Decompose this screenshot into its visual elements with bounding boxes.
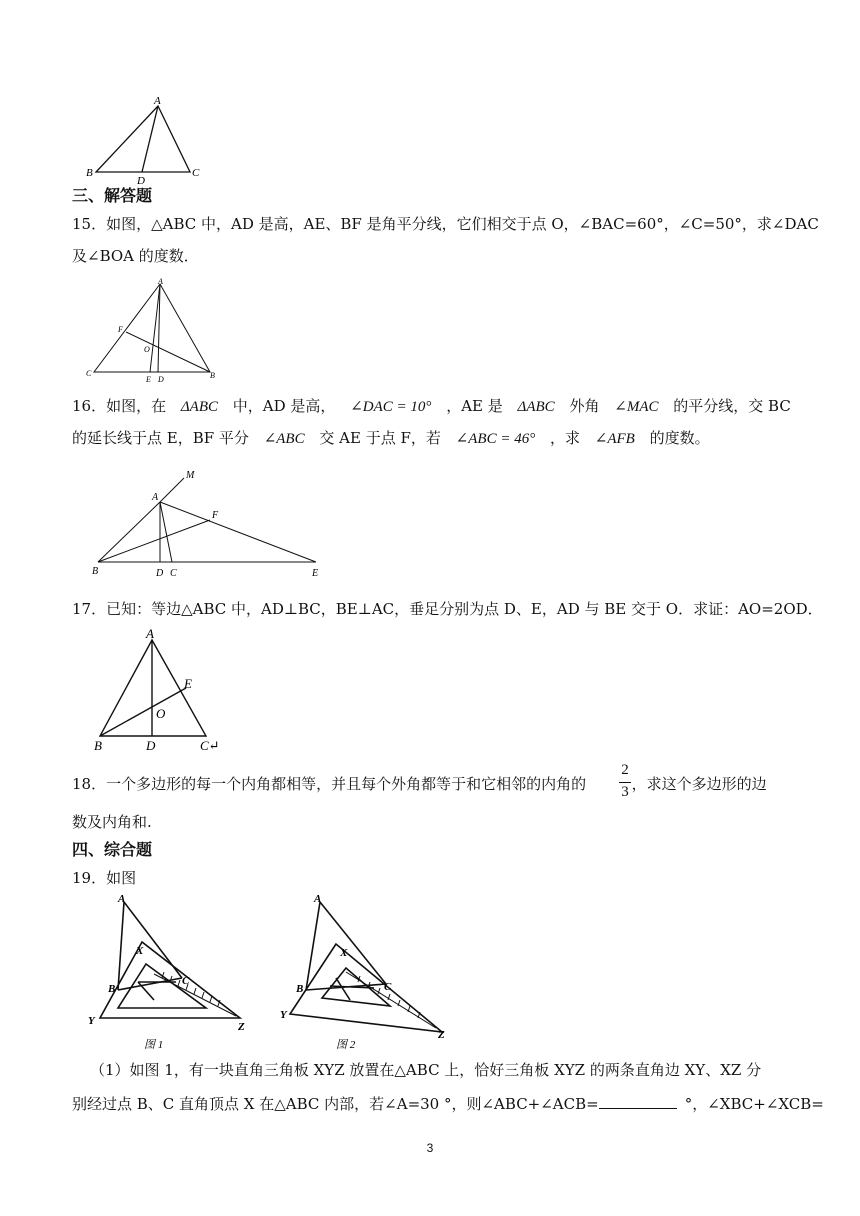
label-d: D: [137, 175, 145, 184]
q16-text-a3: ，AE 是: [446, 397, 503, 415]
figure-q16: [88, 466, 328, 582]
fig1-label-x: X: [136, 945, 144, 957]
q15-line2: 及∠BOA 的度数．: [72, 247, 199, 265]
q16-text-b3: ，求: [549, 429, 580, 447]
label-d: D: [158, 375, 164, 384]
label-c: C↵: [200, 738, 220, 753]
fig1-label-y: Y: [88, 1015, 95, 1027]
q16-math-triangle-abc: ΔABC: [180, 399, 219, 415]
q19-text-p2a: 别经过点 B、C 直角顶点 X 在△ABC 内部，若∠A=30 °，则∠ABC+∠ACB=: [72, 1095, 599, 1113]
q18-text-b: ，求这个多边形的边: [631, 775, 767, 793]
label-c: C: [192, 167, 200, 179]
q18-fraction-denominator: 3: [621, 784, 629, 800]
q16-text-b2: 交 AE 于点 F，若: [319, 429, 441, 447]
label-m: M: [186, 470, 195, 481]
q19-text-p2b: °，∠XBC+∠XCB=: [684, 1095, 824, 1113]
q18-line1: [72, 774, 792, 794]
fig1-caption: 图 1: [144, 1039, 164, 1051]
label-d: D: [156, 568, 164, 579]
q16-text-b4: 的度数。: [649, 429, 710, 447]
label-o: O: [144, 345, 150, 354]
page-number: 3: [426, 1141, 434, 1155]
q18-line2: 数及内角和.: [72, 813, 152, 831]
label-b: B: [86, 167, 93, 179]
q16-math-abc-46: ∠ABC = 46°: [455, 431, 536, 447]
q16-math-mac: ∠MAC: [614, 399, 659, 415]
q16-line1: [72, 396, 792, 417]
label-e: E: [312, 568, 319, 579]
q16-text-a4: 外角: [569, 397, 600, 415]
label-e: E: [146, 375, 151, 384]
label-f: F: [118, 325, 123, 334]
section-heading-3: 三、解答题: [72, 186, 153, 205]
fig2-label-b: B: [296, 983, 304, 995]
fig2-caption: 图 2: [336, 1039, 356, 1051]
q19-part1-line1: （1）如图 1，有一块直角三角板 XYZ 放置在△ABC 上，恰好三角板 XYZ 的两条直角边 XY、XZ 分: [90, 1061, 762, 1079]
fig2-label-c: C: [384, 981, 392, 993]
label-e: E: [184, 676, 192, 691]
q19-intro: 19．如图: [72, 869, 137, 887]
label-o: O: [156, 706, 166, 721]
label-f: F: [212, 510, 219, 521]
q16-math-dac: ∠DAC = 10°: [350, 399, 432, 415]
q16-math-abc: ∠ABC: [263, 431, 305, 447]
q16-text-a2: 中，AD 是高，: [232, 397, 336, 415]
section-heading-4: 四、综合题: [72, 840, 153, 859]
q16-math-afb: ∠AFB: [594, 431, 635, 447]
fig1-label-a: A: [118, 893, 126, 905]
label-a: A: [158, 277, 163, 286]
figure-q14: [80, 92, 210, 184]
q16-text-b1: 的延长线于点 E，BF 平分: [72, 429, 249, 447]
q16-text-a1: 16．如图，在: [72, 397, 167, 415]
label-b: B: [94, 738, 102, 753]
fig2-label-a: A: [314, 893, 322, 905]
figure-q17: [90, 624, 240, 754]
label-b: B: [210, 371, 215, 380]
fig2-label-y: Y: [280, 1009, 287, 1021]
label-c: C: [170, 568, 177, 579]
q16-text-a5: 的平分线，交 BC: [673, 397, 791, 415]
q18-fraction-numerator: 2: [621, 762, 629, 778]
label-a: A: [154, 95, 161, 107]
q16-math-triangle-abc-2: ΔABC: [517, 399, 555, 415]
figure-q19: [84, 892, 448, 1052]
fig1-label-c: C: [182, 975, 190, 987]
fig2-label-x: X: [340, 947, 348, 959]
label-c: C: [86, 369, 92, 378]
q18-text-a: 18．一个多边形的每一个内角都相等，并且每个外角都等于和它相邻的内角的: [72, 775, 587, 793]
q18-fraction-bar: [619, 782, 631, 783]
q15-line1: 15．如图，△ABC 中，AD 是高，AE、BF 是角平分线，它们相交于点 O，∠BAC=60°，∠C=50°，求∠DAC: [72, 215, 819, 233]
fig1-label-z: Z: [238, 1021, 245, 1033]
label-b: B: [92, 566, 99, 577]
label-a: A: [152, 492, 159, 503]
label-d: D: [146, 738, 156, 753]
q16-line2: [72, 428, 792, 449]
label-a: A: [146, 626, 154, 641]
q19-part1-line2: [72, 1094, 824, 1114]
answer-blank[interactable]: [599, 1094, 677, 1109]
fig2-label-z: Z: [438, 1029, 445, 1041]
q17-text: 17．已知：等边△ABC 中，AD⊥BC，BE⊥AC，垂足分别为点 D、E，AD 与 BE 交于 O．求证：AO=2OD．: [72, 600, 823, 618]
figure-q15: [84, 276, 224, 386]
fig1-label-b: B: [108, 983, 116, 995]
